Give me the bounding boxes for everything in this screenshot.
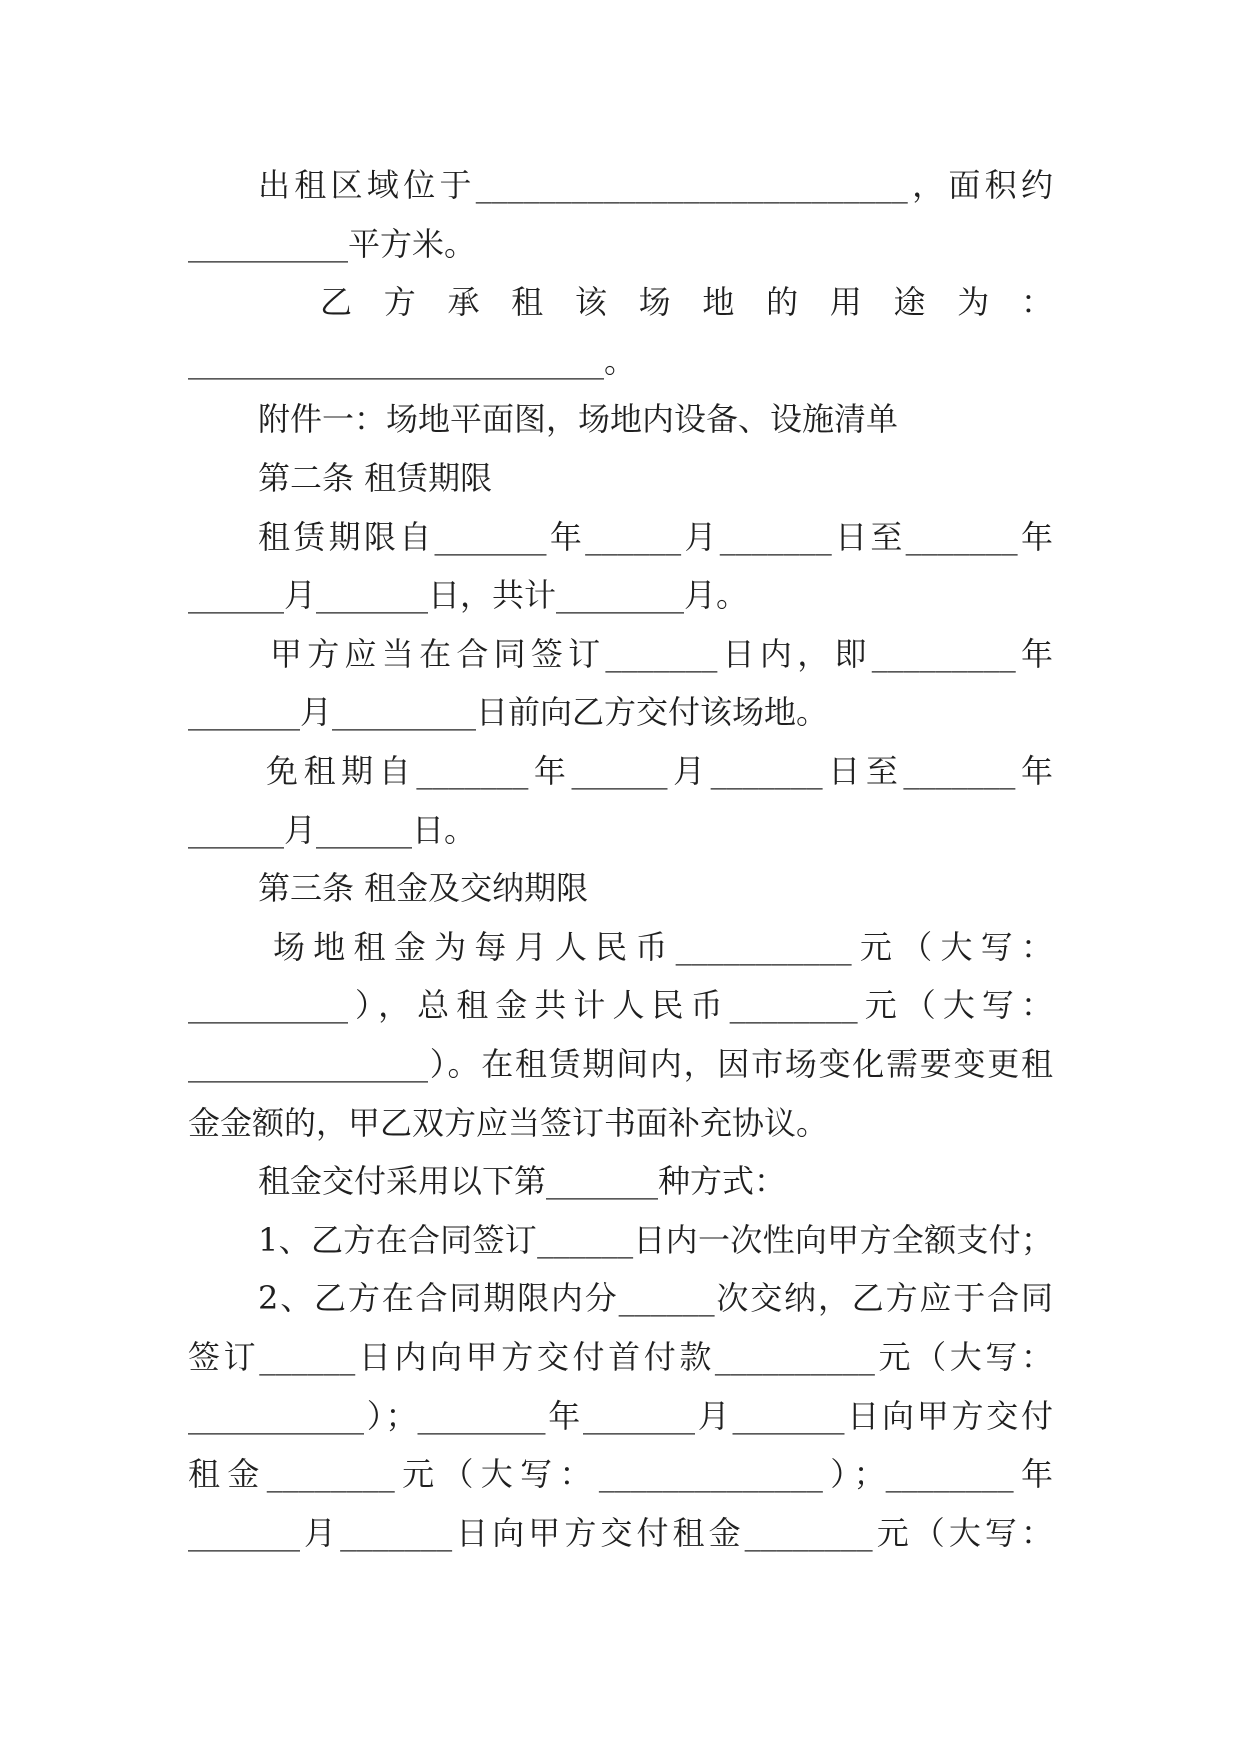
text-line-rent-free-end: ______月______日。	[188, 811, 477, 849]
text-line-usage-blank: __________________________。	[188, 342, 637, 380]
text-line-attachment: 附件一：场地平面图，场地内设备、设施清单	[258, 400, 899, 438]
clause-heading-3: 第三条 租金及交纳期限	[258, 869, 589, 907]
text-line-installment-3: _______月_______日向甲方交付租金________元（大写：	[188, 1514, 1053, 1552]
text-line-installment-2: 租金________元（大写：______________）；________年	[188, 1455, 1053, 1493]
text-line-location: 出租区域位于___________________________，面积约	[258, 166, 1053, 204]
text-line-option-1: 1、乙方在合同签订______日内一次性向甲方全额支付；	[258, 1221, 1053, 1259]
text-line-option-2: 2、乙方在合同期限内分______次交纳，乙方应于合同	[258, 1279, 1053, 1317]
text-line-monthly-rent: 场地租金为每月人民币___________元（大写：	[273, 928, 1053, 966]
text-line-rent-change-end: 金金额的，甲乙双方应当签订书面补充协议。	[188, 1104, 829, 1142]
clause-heading-2: 第二条 租赁期限	[258, 459, 493, 497]
text-line-area: __________平方米。	[188, 225, 477, 263]
text-line-usage: 乙方承租该场地的用途为：	[320, 283, 1053, 321]
text-line-rent-change: _______________）。在租赁期间内，因市场变化需要变更租	[188, 1045, 1053, 1083]
text-line-lease-term: 租赁期限自_______年______月_______日至_______年	[258, 518, 1053, 556]
text-line-rent-free: 免租期自_______年______月_______日至_______年	[266, 752, 1053, 790]
text-line-installment-1: ___________）；________年_______月_______日向甲方交付	[188, 1397, 1053, 1435]
text-line-lease-term-end: ______月_______日，共计________月。	[188, 576, 749, 614]
text-line-down-payment: 签订______日内向甲方交付首付款__________元（大写：	[188, 1338, 1053, 1376]
text-line-payment-method: 租金交付采用以下第_______种方式：	[258, 1162, 787, 1200]
text-line-total-rent: __________），总租金共计人民币________元（大写：	[188, 986, 1053, 1024]
text-line-delivery: 甲方应当在合同签订_______日内，即_________年	[270, 635, 1053, 673]
text-line-delivery-end: _______月_________日前向乙方交付该场地。	[188, 693, 829, 731]
